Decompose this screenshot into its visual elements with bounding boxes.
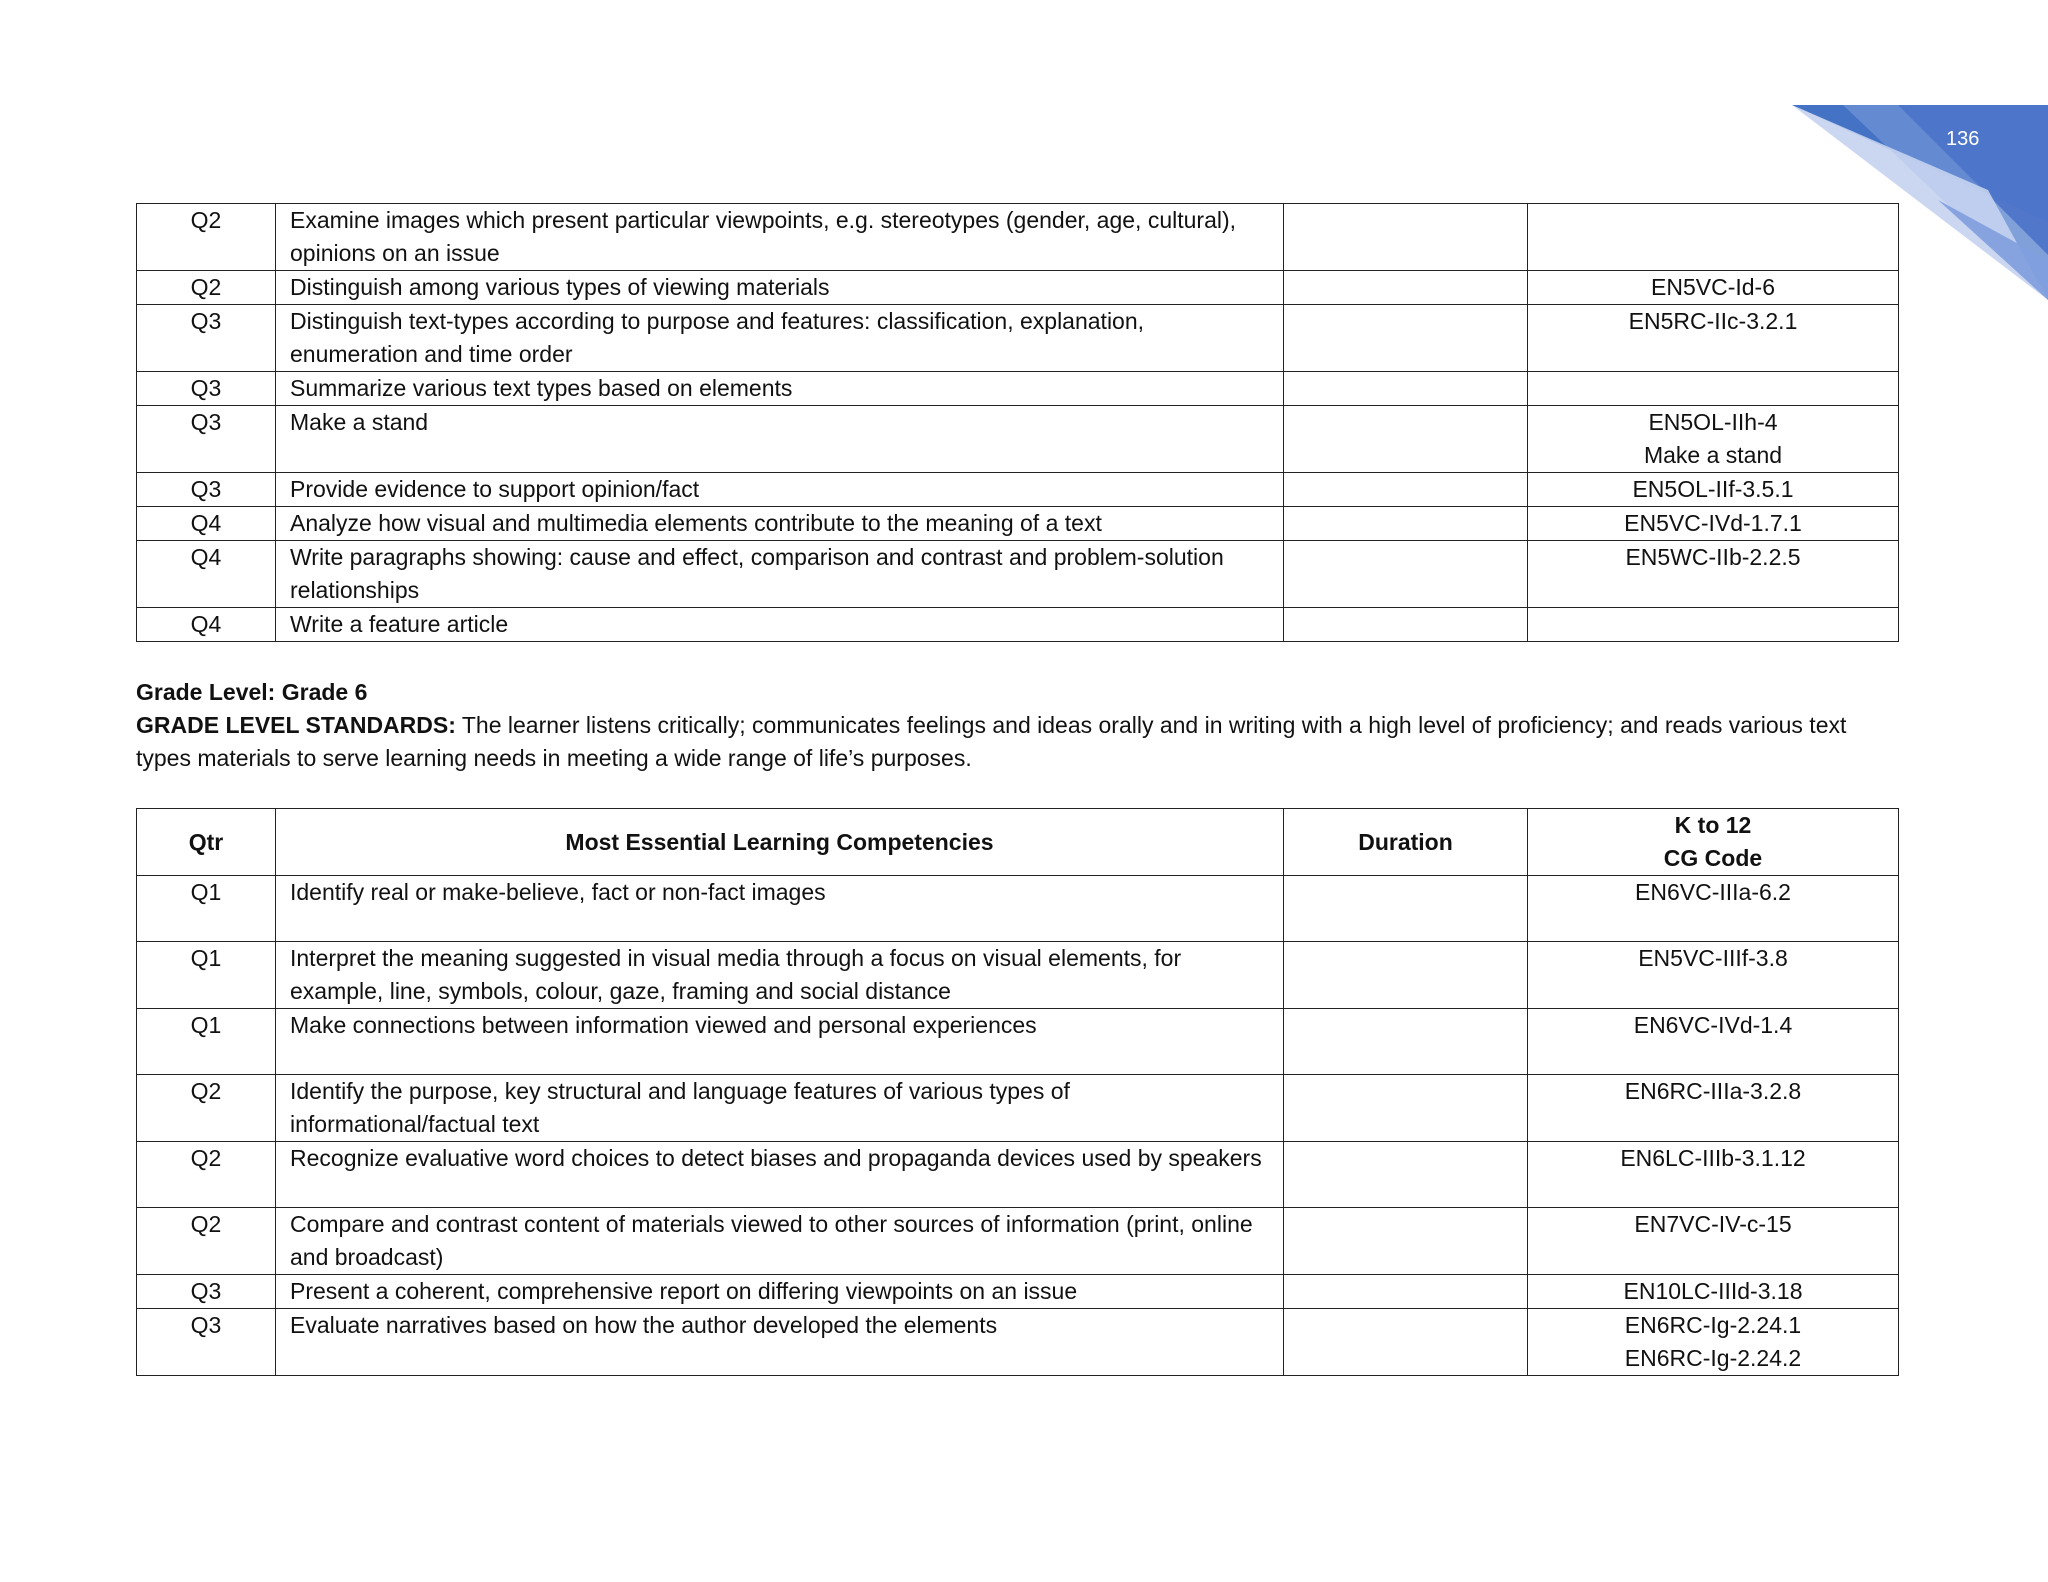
table-row	[137, 372, 1899, 406]
duration-cell	[1284, 541, 1528, 608]
quarter-cell: Q2	[137, 204, 276, 271]
table-row	[137, 1075, 1899, 1142]
duration-cell	[1284, 942, 1528, 1009]
duration-cell	[1284, 473, 1528, 507]
duration-cell	[1284, 406, 1528, 473]
quarter-cell: Q1	[137, 876, 276, 942]
quarter-cell: Q2	[137, 1142, 276, 1208]
competency-cell: Make a stand	[276, 406, 1284, 473]
cg-code-cell: EN6VC-IVd-1.4	[1528, 1009, 1899, 1075]
duration-cell	[1284, 1208, 1528, 1275]
cg-code-cell: EN5VC-Id-6	[1528, 271, 1899, 305]
table-row	[137, 473, 1899, 507]
quarter-cell: Q1	[137, 1009, 276, 1075]
quarter-cell: Q4	[137, 507, 276, 541]
table-row	[137, 608, 1899, 642]
competency-cell: Analyze how visual and multimedia elements contribute to the meaning of a text	[276, 507, 1284, 541]
cg-code-cell: EN6RC-IIIa-3.2.8	[1528, 1075, 1899, 1142]
cg-code-cell: EN5VC-IVd-1.7.1	[1528, 507, 1899, 541]
cg-code-cell: EN10LC-IIId-3.18	[1528, 1275, 1899, 1309]
cg-code-cell	[1528, 204, 1899, 271]
competency-cell: Compare and contrast content of materials viewed to other sources of information (print, online and broadcast)	[276, 1208, 1284, 1275]
quarter-cell: Q3	[137, 305, 276, 372]
table-row	[137, 1208, 1899, 1275]
duration-cell	[1284, 1009, 1528, 1075]
competency-table-grade6	[136, 808, 1899, 1376]
table-row	[137, 942, 1899, 1009]
competency-cell: Write a feature article	[276, 608, 1284, 642]
duration-cell	[1284, 305, 1528, 372]
table-row	[137, 305, 1899, 372]
table-row	[137, 271, 1899, 305]
cg-code-cell	[1528, 608, 1899, 642]
cg-code-cell: EN5RC-IIc-3.2.1	[1528, 305, 1899, 372]
header-qtr: Qtr	[137, 809, 276, 876]
quarter-cell: Q3	[137, 372, 276, 406]
grade-level-label: Grade Level:	[136, 679, 276, 705]
quarter-cell: Q2	[137, 1075, 276, 1142]
cg-code-cell: EN5VC-IIIf-3.8	[1528, 942, 1899, 1009]
competency-table-grade5	[136, 203, 1899, 642]
cg-code-cell: EN6VC-IIIa-6.2	[1528, 876, 1899, 942]
duration-cell	[1284, 876, 1528, 942]
quarter-cell: Q3	[137, 473, 276, 507]
competency-cell: Distinguish text-types according to purpose and features: classification, explanation, enumeration and time order	[276, 305, 1284, 372]
competency-cell: Examine images which present particular viewpoints, e.g. stereotypes (gender, age, cultural), opinions on an issue	[276, 204, 1284, 271]
quarter-cell: Q4	[137, 608, 276, 642]
duration-cell	[1284, 1309, 1528, 1376]
standards-text: The learner listens critically; communicates feelings and ideas orally and in writing with a high level of proficiency; and reads various text types materials to serve learning needs in meeting a wide range of life’s purposes.	[136, 712, 1847, 771]
duration-cell	[1284, 271, 1528, 305]
grade-level-section	[136, 676, 1906, 775]
competency-cell: Interpret the meaning suggested in visual media through a focus on visual elements, for example, line, symbols, colour, gaze, framing and social distance	[276, 942, 1284, 1009]
competency-cell: Make connections between information viewed and personal experiences	[276, 1009, 1284, 1075]
header-competencies: Most Essential Learning Competencies	[276, 809, 1284, 876]
competency-cell: Identify the purpose, key structural and language features of various types of informational/factual text	[276, 1075, 1284, 1142]
grade-level-value: Grade 6	[281, 679, 368, 705]
table-row	[137, 1275, 1899, 1309]
table-row	[137, 1142, 1899, 1208]
standards-label: GRADE LEVEL STANDARDS:	[136, 712, 456, 738]
cg-code-cell: EN6LC-IIIb-3.1.12	[1528, 1142, 1899, 1208]
duration-cell	[1284, 372, 1528, 406]
competency-cell: Identify real or make-believe, fact or non-fact images	[276, 876, 1284, 942]
quarter-cell: Q4	[137, 541, 276, 608]
quarter-cell: Q1	[137, 942, 276, 1009]
table-row	[137, 1309, 1899, 1376]
quarter-cell: Q3	[137, 406, 276, 473]
cg-code-cell: EN7VC-IV-c-15	[1528, 1208, 1899, 1275]
table-row	[137, 1009, 1899, 1075]
quarter-cell: Q3	[137, 1275, 276, 1309]
cg-code-cell	[1528, 372, 1899, 406]
competency-cell: Recognize evaluative word choices to detect biases and propaganda devices used by speakers	[276, 1142, 1284, 1208]
grade-level-line	[136, 676, 1906, 709]
duration-cell	[1284, 1142, 1528, 1208]
cg-code-cell: EN5OL-IIf-3.5.1	[1528, 473, 1899, 507]
table-row	[137, 204, 1899, 271]
competency-cell: Present a coherent, comprehensive report on differing viewpoints on an issue	[276, 1275, 1284, 1309]
duration-cell	[1284, 1075, 1528, 1142]
quarter-cell: Q2	[137, 271, 276, 305]
duration-cell	[1284, 1275, 1528, 1309]
duration-cell	[1284, 608, 1528, 642]
duration-cell	[1284, 204, 1528, 271]
table-row	[137, 876, 1899, 942]
duration-cell	[1284, 507, 1528, 541]
competency-cell: Evaluate narratives based on how the author developed the elements	[276, 1309, 1284, 1376]
table-header-row	[137, 809, 1899, 876]
cg-code-cell: EN6RC-Ig-2.24.1 EN6RC-Ig-2.24.2	[1528, 1309, 1899, 1376]
competency-cell: Summarize various text types based on elements	[276, 372, 1284, 406]
header-duration: Duration	[1284, 809, 1528, 876]
header-cg-code: K to 12 CG Code	[1528, 809, 1899, 876]
table-row	[137, 406, 1899, 473]
page-number: 136	[1946, 128, 1980, 150]
competency-cell: Provide evidence to support opinion/fact	[276, 473, 1284, 507]
competency-cell: Distinguish among various types of viewing materials	[276, 271, 1284, 305]
quarter-cell: Q2	[137, 1208, 276, 1275]
quarter-cell: Q3	[137, 1309, 276, 1376]
competency-cell: Write paragraphs showing: cause and effect, comparison and contrast and problem-solution relationships	[276, 541, 1284, 608]
table-row	[137, 507, 1899, 541]
cg-code-cell: EN5WC-IIb-2.2.5	[1528, 541, 1899, 608]
table-row	[137, 541, 1899, 608]
cg-code-cell: EN5OL-IIh-4 Make a stand	[1528, 406, 1899, 473]
grade-level-standards	[136, 709, 1906, 775]
